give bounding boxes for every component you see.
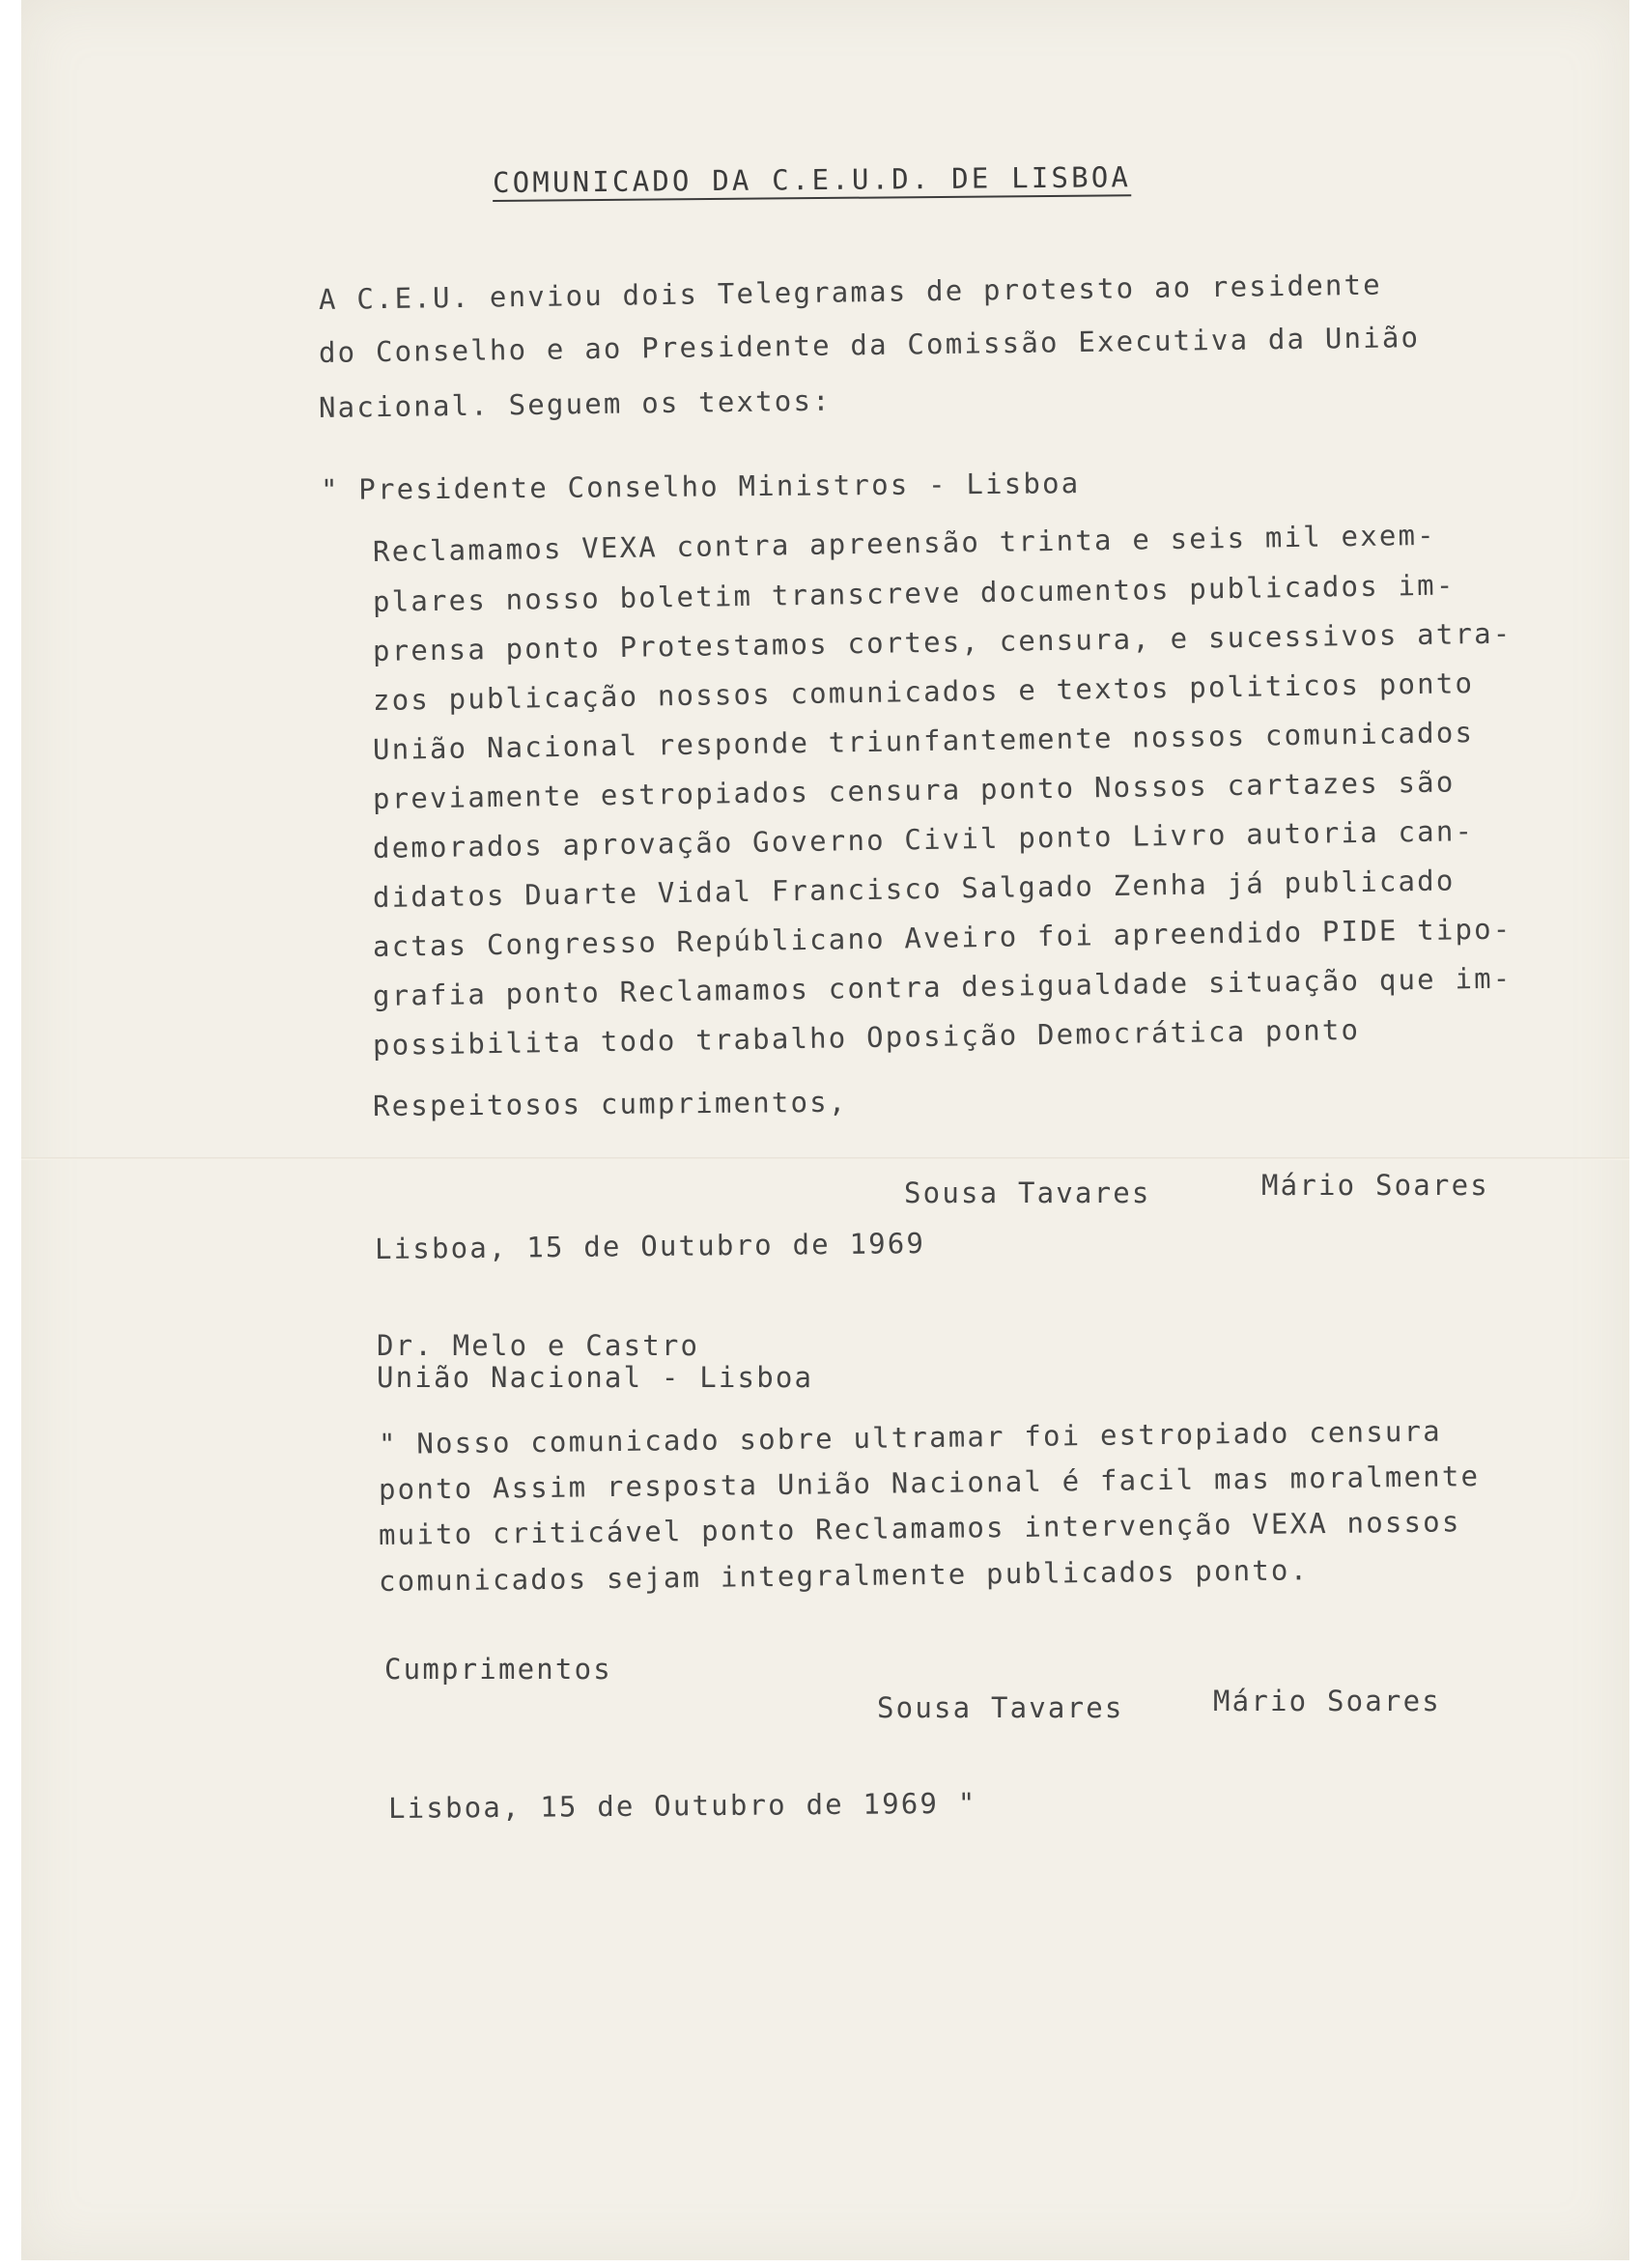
telegram1-body-line: actas Congresso Repúblicano Aveiro foi apreendido PIDE tipo- <box>372 912 1513 963</box>
telegram2-body-line: " Nosso comunicado sobre ultramar foi estropiado censura <box>378 1414 1443 1460</box>
telegram1-signatory-tavares: Sousa Tavares <box>904 1177 1151 1209</box>
telegram1-date: Lisboa, 15 de Outubro de 1969 <box>374 1227 926 1265</box>
telegram1-body-line: previamente estropiados censura ponto Nossos cartazes são <box>372 765 1456 815</box>
intro-line: do Conselho e ao Presidente da Comissão Executiva da União <box>318 321 1421 369</box>
paper-fold <box>21 1157 1629 1160</box>
telegram1-body-line: zos publicação nossos comunicados e textos politicos ponto <box>372 666 1475 717</box>
telegram2-date: Lisboa, 15 de Outubro de 1969 " <box>387 1786 977 1825</box>
telegram1-body-line: plares nosso boletim transcreve documentos publicados im- <box>372 568 1456 618</box>
telegram1-address: " Presidente Conselho Ministros - Lisboa <box>320 467 1081 506</box>
telegram2-recipient: Dr. Melo e Castro <box>377 1329 700 1362</box>
telegram1-body-line: grafia ponto Reclamamos contra desigualdade situação que im- <box>372 961 1513 1012</box>
telegram1-signatory-soares: Mário Soares <box>1261 1169 1489 1202</box>
document-title: COMUNICADO DA C.E.U.D. DE LISBOA <box>492 160 1132 199</box>
telegram1-body-line: didatos Duarte Vidal Francisco Salgado Zenha já publicado <box>372 864 1456 914</box>
telegram1-closing: Respeitosos cumprimentos, <box>372 1085 848 1122</box>
telegram1-body-line: prensa ponto Protestamos cortes, censura, e sucessivos atra- <box>372 616 1513 667</box>
telegram1-body-line: possibilita todo trabalho Oposição Democrática ponto <box>372 1012 1361 1062</box>
telegram2-signatory-tavares: Sousa Tavares <box>877 1691 1124 1724</box>
telegram2-recipient-org: União Nacional - Lisboa <box>377 1361 814 1394</box>
intro-line: A C.E.U. enviou dois Telegramas de protesto ao residente <box>318 268 1383 316</box>
telegram1-body-line: Reclamamos VEXA contra apreensão trinta e seis mil exem- <box>372 518 1437 568</box>
telegram2-closing: Cumprimentos <box>384 1653 612 1686</box>
telegram1-body-line: demorados aprovação Governo Civil ponto Livro autoria can- <box>372 814 1475 865</box>
telegram2-body-line: muito criticável ponto Reclamamos intervenção VEXA nossos <box>378 1505 1461 1551</box>
telegram2-body-line: comunicados sejam integralmente publicados ponto. <box>378 1553 1310 1598</box>
intro-line: Nacional. Seguem os textos: <box>318 383 832 424</box>
telegram2-signatory-soares: Mário Soares <box>1213 1685 1441 1717</box>
telegram1-body-line: União Nacional responde triunfantemente nossos comunicados <box>372 716 1475 766</box>
telegram2-body-line: ponto Assim resposta União Nacional é facil mas moralmente <box>378 1460 1481 1506</box>
